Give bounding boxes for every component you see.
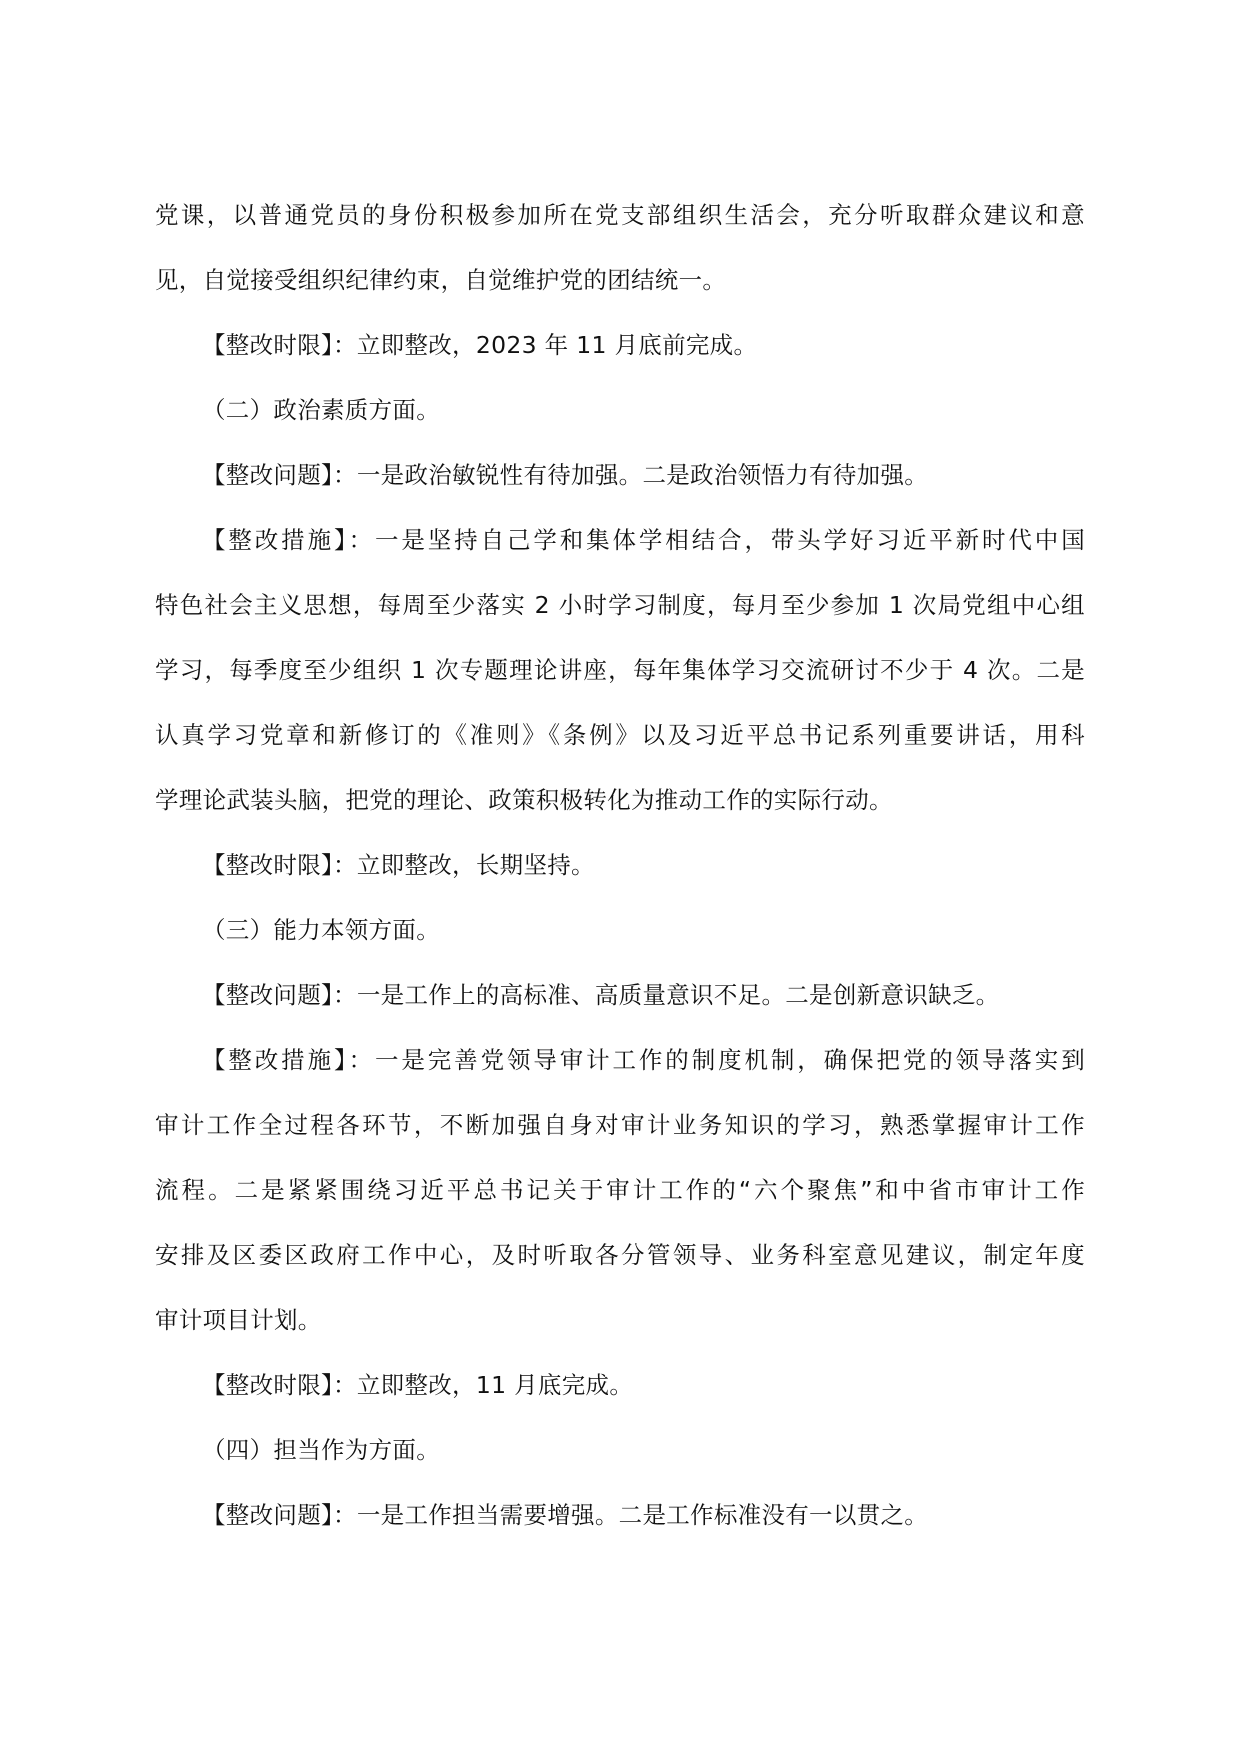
paragraph-party-lesson — [155, 183, 1085, 313]
text-line: 认真学习党章和新修订的《准则》《条例》以及习近平总书记系列重要讲话，用科 — [155, 721, 1085, 749]
text-line: 【整改问题】：一是工作上的高标准、高质量意识不足。二是创新意识缺乏。 — [202, 981, 1000, 1009]
text-line: 党课，以普通党员的身份积极参加所在党支部组织生活会，充分听取群众建议和意 — [155, 201, 1085, 229]
section-heading-responsibility — [155, 1418, 1085, 1483]
text-line: 【整改问题】：一是工作担当需要增强。二是工作标准没有一以贯之。 — [202, 1501, 929, 1529]
text-line: （四）担当作为方面。 — [202, 1436, 440, 1464]
paragraph-measures — [155, 1028, 1085, 1353]
text-line: （二）政治素质方面。 — [202, 396, 440, 424]
text-line: 特色社会主义思想，每周至少落实 2 小时学习制度，每月至少参加 1 次局党组中心组 — [155, 591, 1085, 619]
text-line: 【整改时限】：立即整改，11 月底完成。 — [202, 1371, 634, 1399]
text-line: 学理论武装头脑，把党的理论、政策积极转化为推动工作的实际行动。 — [155, 786, 893, 814]
text-line: 【整改措施】：一是坚持自己学和集体学相结合，带头学好习近平新时代中国 — [202, 526, 1085, 554]
text-line: 见，自觉接受组织纪律约束，自觉维护党的团结统一。 — [155, 266, 727, 294]
paragraph-issue — [155, 443, 1085, 508]
text-line: 安排及区委区政府工作中心，及时听取各分管领导、业务科室意见建议，制定年度 — [155, 1241, 1085, 1269]
text-line: 流程。二是紧紧围绕习近平总书记关于审计工作的“六个聚焦”和中省市审计工作 — [155, 1176, 1085, 1204]
section-heading-political-quality — [155, 378, 1085, 443]
paragraph-deadline — [155, 833, 1085, 898]
text-line: 【整改问题】：一是政治敏锐性有待加强。二是政治领悟力有待加强。 — [202, 461, 929, 489]
paragraph-deadline — [155, 1353, 1085, 1418]
paragraph-issue — [155, 1483, 1085, 1548]
paragraph-issue — [155, 963, 1085, 1028]
text-line: 【整改时限】：立即整改，2023 年 11 月底前完成。 — [202, 331, 758, 359]
text-line: 【整改时限】：立即整改，长期坚持。 — [202, 851, 595, 879]
text-line: 审计项目计划。 — [155, 1306, 322, 1334]
section-heading-capability — [155, 898, 1085, 963]
text-line: （三）能力本领方面。 — [202, 916, 440, 944]
paragraph-deadline — [155, 313, 1085, 378]
text-line: 学习，每季度至少组织 1 次专题理论讲座，每年集体学习交流研讨不少于 4 次。二是 — [155, 656, 1085, 684]
document-body — [155, 183, 1085, 1548]
paragraph-measures — [155, 508, 1085, 833]
text-line: 审计工作全过程各环节，不断加强自身对审计业务知识的学习，熟悉掌握审计工作 — [155, 1111, 1085, 1139]
text-line: 【整改措施】：一是完善党领导审计工作的制度机制，确保把党的领导落实到 — [202, 1046, 1085, 1074]
